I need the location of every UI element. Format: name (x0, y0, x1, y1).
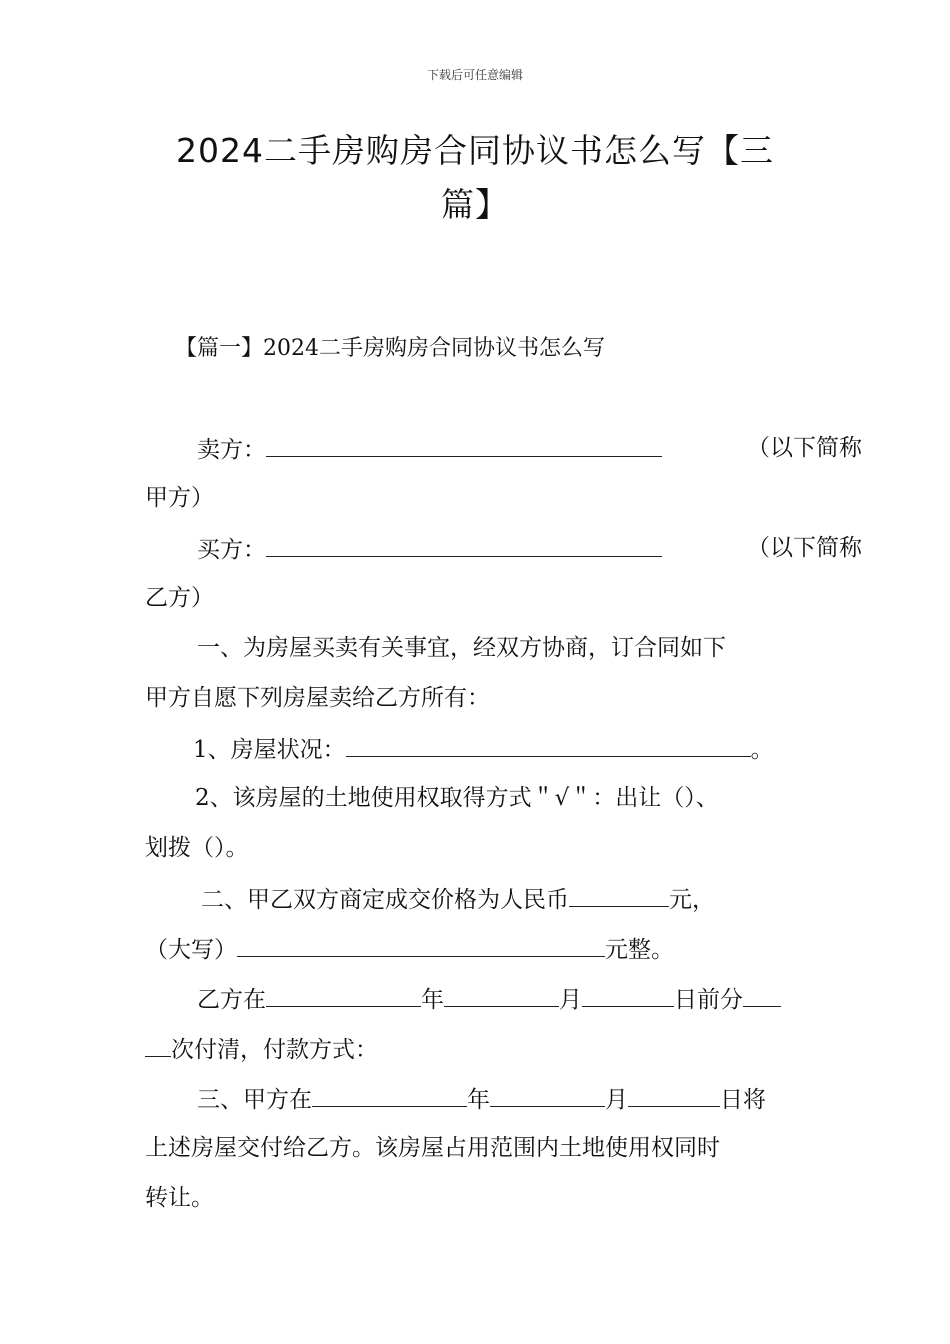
seller-suffix: （以下简称 (747, 435, 862, 461)
payment-times-blank-cont (145, 1030, 171, 1057)
item2-line1: 2、该房屋的土地使用权取得方式＂√＂：出让（）、 (195, 785, 719, 811)
clause3-year-blank (312, 1080, 467, 1107)
clause3-prefix: 三、甲方在 (197, 1087, 312, 1113)
header-note: 下载后可任意编辑 (426, 68, 523, 82)
clause3-line3: 转让。 (145, 1185, 214, 1211)
clause2-end: 元整。 (605, 937, 674, 963)
payment-day-before: 日前分 (674, 987, 743, 1013)
document-title (150, 124, 800, 232)
title-line-1: 2024二手房购房合同协议书怎么写【三 (176, 131, 774, 170)
section-heading: 【篇一】2024二手房购房合同协议书怎么写 (175, 336, 605, 361)
payment-day-blank (582, 980, 674, 1007)
item2-line2: 划拨（）。 (145, 835, 249, 861)
item1-end: 。 (750, 737, 774, 763)
clause2-line1 (145, 880, 866, 918)
clause3-year: 年 (467, 1087, 490, 1113)
payment-month-blank (444, 980, 559, 1007)
buyer-cont: 乙方） (145, 585, 214, 611)
payment-cont: 次付清，付款方式： (171, 1037, 378, 1063)
clause2-unit: 元， (669, 887, 715, 913)
clause3-line1 (145, 1080, 862, 1118)
title-line-2: 篇】 (441, 185, 509, 224)
seller-blank (266, 430, 662, 457)
item1-label: 1、房屋状况： (193, 737, 346, 763)
seller-cont: 甲方） (145, 485, 214, 511)
item1-line (145, 730, 858, 768)
daxie-label: （大写） (145, 937, 237, 963)
buyer-suffix: （以下简称 (747, 535, 862, 561)
item1-blank (346, 730, 751, 757)
daxie-blank (237, 930, 605, 957)
payment-line1 (145, 980, 862, 1018)
clause3-day-blank (628, 1080, 720, 1107)
clause3-month: 月 (605, 1087, 628, 1113)
clause3-day: 日将 (720, 1087, 766, 1113)
clause3-line2: 上述房屋交付给乙方。该房屋占用范围内土地使用权同时 (145, 1135, 720, 1161)
clause2-label: 二、甲乙双方商定成交价格为人民币 (201, 887, 569, 913)
payment-times-blank (743, 980, 781, 1007)
buyer-blank (266, 530, 662, 557)
seller-label: 卖方： (197, 437, 266, 463)
buyer-label: 买方： (197, 537, 266, 563)
clause1-line2: 甲方自愿下列房屋卖给乙方所有： (145, 685, 490, 711)
price-blank (569, 880, 669, 907)
clause1-line1: 一、为房屋买卖有关事宜，经双方协商，订合同如下 (197, 635, 726, 661)
payment-line2 (145, 1030, 810, 1068)
clause2-line2 (145, 930, 810, 968)
payment-prefix: 乙方在 (197, 987, 266, 1013)
clause3-month-blank (490, 1080, 605, 1107)
seller-line (145, 430, 862, 468)
buyer-line (145, 530, 862, 568)
payment-month: 月 (559, 987, 582, 1013)
payment-year: 年 (421, 987, 444, 1013)
payment-year-blank (266, 980, 421, 1007)
